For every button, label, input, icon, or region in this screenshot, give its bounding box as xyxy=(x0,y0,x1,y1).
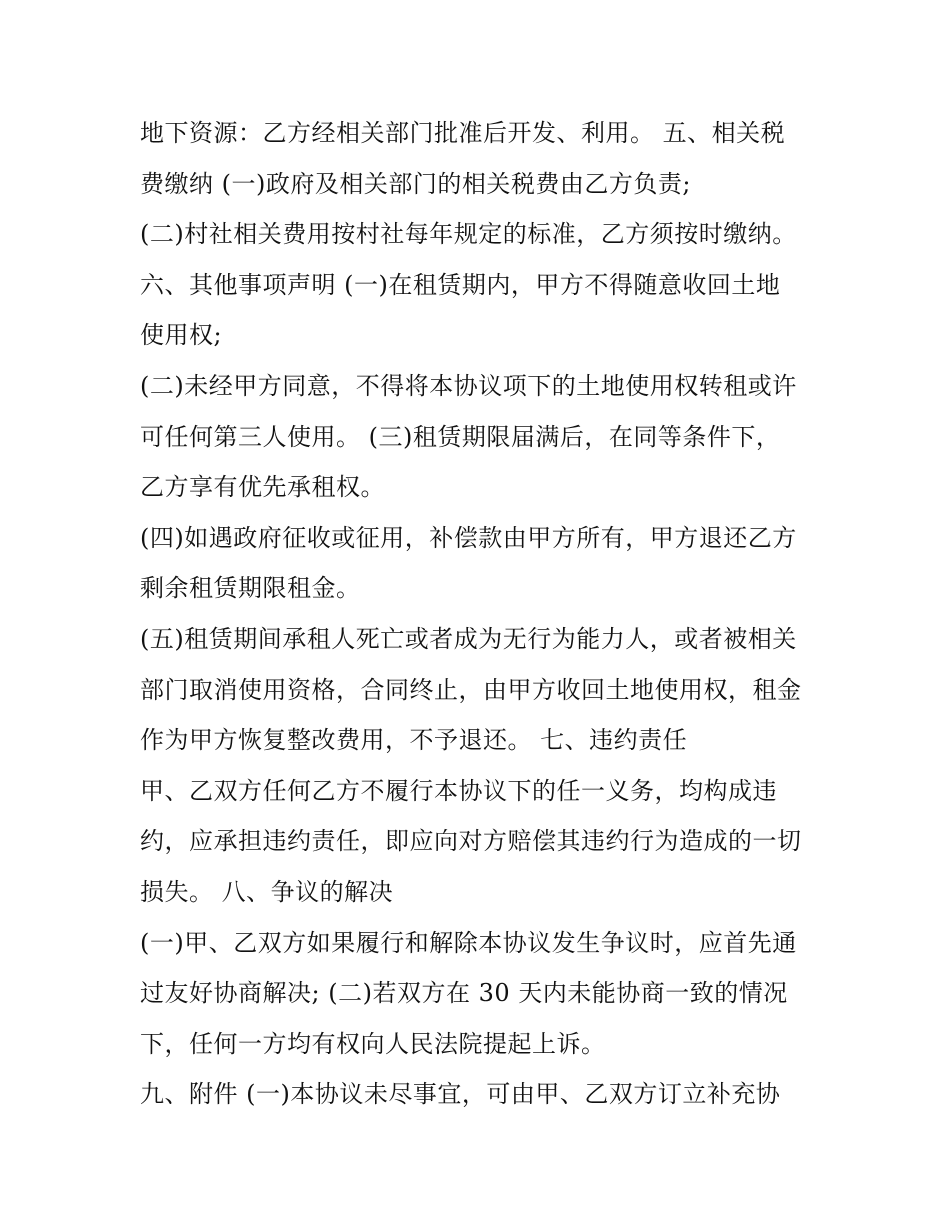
text-line: 地下资源：乙方经相关部门批准后开发、利用。 五、相关税 xyxy=(140,119,786,147)
text-line: 部门取消使用资格，合同终止，由甲方收回土地使用权，租金 xyxy=(140,675,802,704)
text-line: 剩余租赁期限租金。 xyxy=(140,574,361,603)
text-line: 损失。 八、争议的解决 xyxy=(140,877,394,906)
text-line: 甲、乙双方任何乙方不履行本协议下的任一义务，均构成违 xyxy=(140,776,777,805)
text-line: (一)甲、乙双方如果履行和解除本协议发生争议时，应首先通 xyxy=(140,928,797,957)
text-line: 约，应承担违约责任，即应向对方赔偿其违约行为造成的一切 xyxy=(140,827,802,856)
text-line: (二)未经甲方同意，不得将本协议项下的土地使用权转租或许 xyxy=(140,371,797,400)
text-line: 可任何第三人使用。 (三)租赁期限届满后，在同等条件下， xyxy=(140,422,781,451)
text-line: 费缴纳 (一)政府及相关部门的相关税费由乙方负责; xyxy=(140,169,691,198)
text-line: 过友好协商解决; (二)若双方在 30 天内未能协商一致的情况 xyxy=(140,979,788,1008)
text-line: 乙方享有优先承租权。 xyxy=(140,473,385,502)
text-line: 九、附件 (一)本协议未尽事宜，可由甲、乙双方订立补充协 xyxy=(140,1080,781,1109)
text-line: (四)如遇政府征收或征用，补偿款由甲方所有，甲方退还乙方 xyxy=(140,523,797,552)
text-line: (五)租赁期间承租人死亡或者成为无行为能力人，或者被相关 xyxy=(140,624,797,653)
text-line: 使用权; xyxy=(140,321,223,350)
body-text xyxy=(140,108,830,1120)
text-line: 六、其他事项声明 (一)在租赁期内，甲方不得随意收回土地 xyxy=(140,270,781,299)
text-line: 下，任何一方均有权向人民法院提起上诉。 xyxy=(140,1029,606,1058)
text-line: (二)村社相关费用按村社每年规定的标准，乙方须按时缴纳。 xyxy=(140,220,797,249)
text-line: 作为甲方恢复整改费用，不予退还。 七、违约责任 xyxy=(140,726,688,755)
